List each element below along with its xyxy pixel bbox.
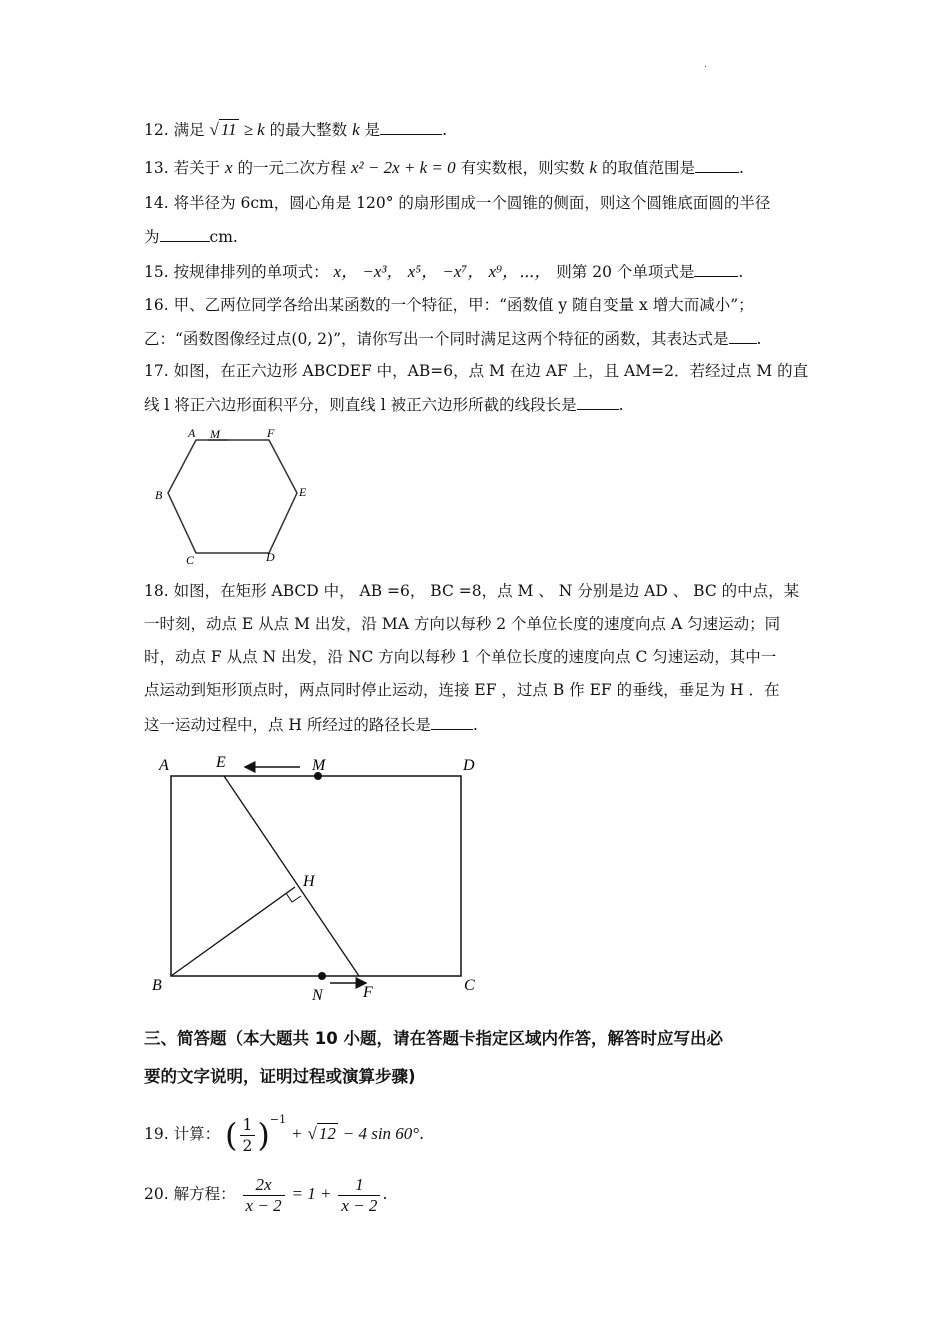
label-A: A [159, 757, 169, 774]
question-18-line-1: 18. 如图，在矩形 ABCD 中， AB =6， BC =8，点 M 、 N 分别是边 AD 、 BC 的中点，某 [144, 582, 800, 600]
question-12: 12. 满足 √ 11 ≥ k 的最大整数 k 是 . [144, 120, 448, 139]
question-14-line-1: 14. 将半径为 6cm，圆心角是 120° 的扇形围成一个圆锥的侧面，则这个圆锥底面圆的半径 [144, 194, 771, 212]
fraction-2x-over-x-minus-2: $\frac{2x}{x - 2}$ [243, 1175, 285, 1216]
answer-blank[interactable] [380, 118, 442, 135]
hexagon-figure [150, 424, 320, 570]
answer-blank[interactable] [577, 393, 619, 410]
label-D: D [266, 550, 275, 564]
hexagon-shape [168, 440, 297, 553]
label-B: B [155, 488, 163, 502]
page-mark: · [704, 62, 708, 73]
question-18-line-4: 点运动到矩形顶点时，两点同时停止运动，连接 EF ，过点 B 作 EF 的垂线，垂足为 H ．在 [144, 681, 780, 699]
answer-blank[interactable] [431, 713, 473, 730]
label-B: B [152, 977, 162, 994]
question-14-line-2: 为 cm. [144, 225, 814, 248]
label-C: C [186, 553, 195, 567]
label-E: E [216, 754, 226, 771]
label-C: C [464, 977, 475, 994]
question-18-line-2: 一时刻，动点 E 从点 M 出发，沿 MA 方向以每秒 2 个单位长度的速度向点 A 匀速运动；同 [144, 615, 781, 633]
question-19: 19. 计算： ( $\frac{1}{2}$ )$^{-1}$ + √ 12 − 4 sin 60°. [144, 1113, 425, 1155]
question-20: 20. 解方程： $\frac{2x}{x - 2}$ = 1 + $\frac{1}{x - 2}$ . [144, 1174, 388, 1215]
fraction-1-over-x-minus-2: $\frac{1}{x - 2}$ [338, 1175, 380, 1216]
answer-blank[interactable] [729, 327, 757, 344]
point-N [318, 972, 326, 980]
label-D: D [463, 757, 475, 774]
label-F: F [267, 426, 275, 440]
label-F: F [363, 984, 373, 1001]
answer-blank[interactable] [160, 225, 210, 242]
question-16-line-1: 16. 甲、乙两位同学各给出某函数的一个特征，甲：“函数值 y 随自变量 x 增大而减小”； [144, 296, 754, 314]
section-3-heading-line-2: 要的文字说明，证明过程或演算步骤) [144, 1067, 416, 1086]
rectangle-ABCD [171, 776, 461, 976]
label-H: H [303, 873, 315, 890]
question-17-line-2: 线 l 将正六边形面积平分，则直线 l 被正六边形所截的线段长是 . [144, 393, 814, 416]
right-angle-mark [286, 893, 301, 902]
question-13: 13. 若关于 x 的一元二次方程 x² − 2x + k = 0 有实数根，则实数 k 的取值范围是 . [144, 158, 744, 177]
label-M: M [312, 757, 326, 774]
question-16-line-2: 乙：“函数图像经过点(0, 2)”，请你写出一个同时满足这两个特征的函数，其表达式是 . [144, 327, 814, 350]
rectangle-figure [150, 750, 490, 1010]
fraction-one-half: $\frac{1}{2}$ [240, 1115, 256, 1156]
label-E: E [299, 485, 307, 499]
segment-EF [224, 776, 359, 976]
question-18-line-5: 这一运动过程中，点 H 所经过的路径长是 . [144, 713, 814, 736]
section-3-heading-line-1: 三、简答题（本大题共 10 小题，请在答题卡指定区域内作答，解答时应写出必 [144, 1029, 723, 1048]
segment-BH [171, 887, 295, 976]
question-15: 15. 按规律排列的单项式： x， −x³， x⁵， −x⁷， x⁹，⋯， 则第 20 个单项式是 . [144, 262, 744, 281]
answer-blank[interactable] [694, 260, 738, 277]
question-17-line-1: 17. 如图，在正六边形 ABCDEF 中，AB=6，点 M 在边 AF 上，且 AM=2．若经过点 M 的直 [144, 362, 809, 380]
question-18-line-3: 时，动点 F 从点 N 出发，沿 NC 方向以每秒 1 个单位长度的速度向点 C 匀速运动，其中一 [144, 648, 777, 666]
label-A: A [188, 426, 196, 440]
label-N: N [312, 987, 323, 1004]
answer-blank[interactable] [695, 156, 739, 173]
label-M: M [210, 427, 220, 441]
